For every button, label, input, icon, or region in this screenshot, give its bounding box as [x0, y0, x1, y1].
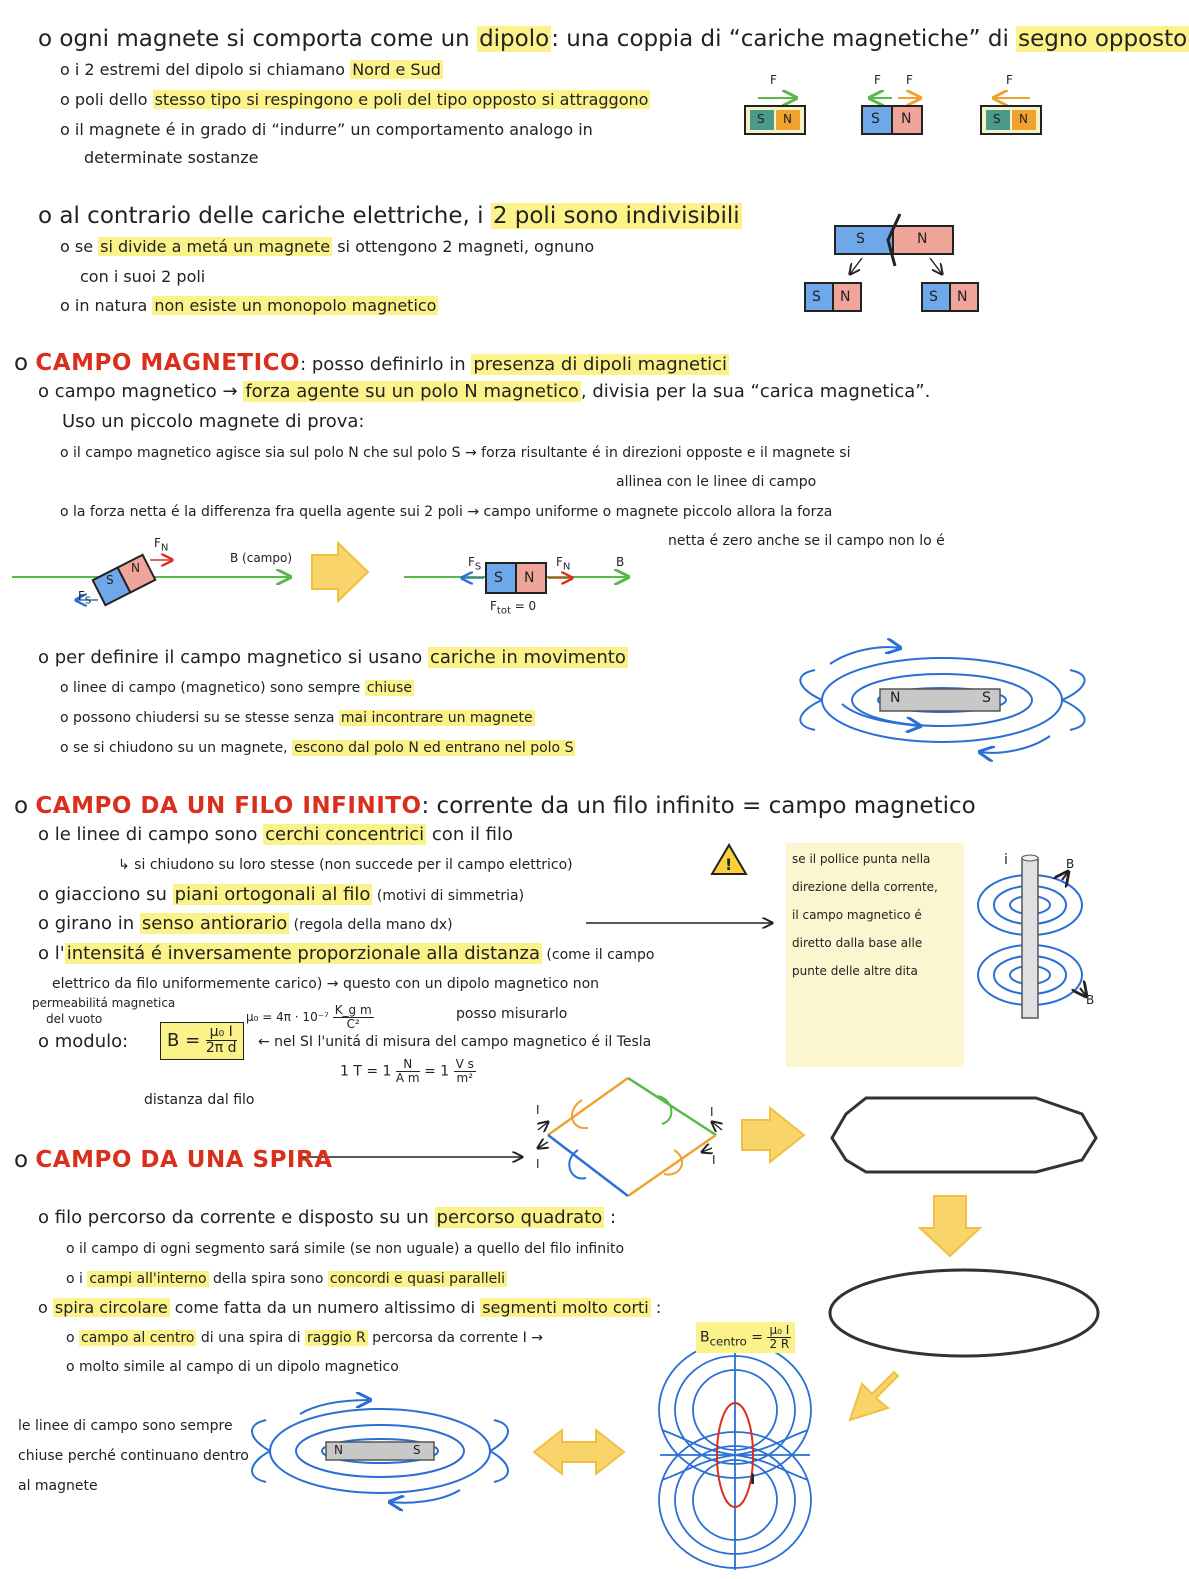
magnet-n-label: N	[890, 690, 901, 706]
split-magnet-diagram	[805, 214, 978, 311]
note-line: diretto dalla base alle	[792, 936, 923, 950]
modulo-label: o modulo:	[38, 1031, 129, 1052]
magnet-pair-repel	[981, 98, 1041, 134]
campo-line-3: o il campo magnetico agisce sia sul polo N che sul polo S → forza risultante é in direzioni opposte e il magnete si	[60, 445, 851, 461]
filo-line-4b: elettrico da filo uniformemente carico) → questo con un dipolo magnetico non	[52, 976, 600, 992]
note-line: il campo magnetico é	[792, 908, 922, 922]
field-b-label: B	[1086, 993, 1095, 1007]
force-s-label: $F_S$	[468, 555, 482, 573]
campo-title: o CAMPO MAGNETICO: posso definirlo in presenza di dipoli magnetici	[14, 350, 728, 376]
force-label: F	[906, 73, 913, 87]
force-n-label: $F_N$	[556, 555, 571, 573]
force-s-label: $F_S$	[78, 589, 92, 607]
current-label: I	[536, 1103, 540, 1117]
indiv-line-3: con i suoi 2 poli	[80, 267, 206, 286]
mu0-value: μ₀ = 4π · 10⁻⁷ $\frac{\text{K\_g m}}{\text{C²}}$	[246, 1003, 372, 1032]
mov-line-1: o per definire il campo magnetico si usano cariche in movimento	[38, 647, 626, 668]
force-label: F	[770, 73, 777, 87]
spira-line-2: o il campo di ogni segmento sará simile (se non uguale) a quello del filo infinito	[66, 1241, 625, 1257]
spira-line-3: o i campi all'interno della spira sono concordi e quasi paralleli	[66, 1271, 506, 1287]
loop-field-diagram	[659, 1340, 811, 1570]
filo-line-4c: posso misurarlo	[456, 1006, 568, 1022]
spira-line-5: o campo al centro di una spira di raggio R percorsa da corrente I →	[66, 1330, 543, 1346]
campo-line-3b: allinea con le linee di campo	[616, 474, 817, 490]
test-magnet-diagram	[12, 543, 628, 605]
pole-n: N	[901, 111, 912, 127]
polygon-loop-shape	[832, 1098, 1096, 1172]
svg-text:!: !	[725, 855, 733, 874]
tesla-equation: 1 T = 1 $\frac{N}{\text{A m}}$ = 1 $\frac{\text{V s}}{\text{m²}}$	[340, 1057, 474, 1086]
circular-loop-shape	[830, 1270, 1098, 1356]
note-line: punte delle altre dita	[792, 964, 918, 978]
dipolo-line-1: o ogni magnete si comporta come un dipolo: una coppia di “cariche magnetiche” di segno opposto	[38, 26, 1188, 52]
pole-s: S	[106, 573, 114, 587]
pole-s: S	[812, 289, 821, 305]
campo-line-1: o campo magnetico → forza agente su un polo N magnetico , divisia per la sua “carica magnetica”.	[38, 381, 931, 402]
field-b-label: B	[1066, 857, 1075, 871]
current-label: I	[712, 1153, 716, 1167]
filo-line-1b: ↳ si chiudono su loro stesse (non succede per il campo elettrico)	[118, 857, 573, 873]
magnet-s-label: S	[982, 690, 991, 706]
pole-n: N	[917, 231, 928, 247]
spira-line-1: o filo percorso da corrente e disposto su un percorso quadrato :	[38, 1207, 617, 1228]
permeability-label-2: del vuoto	[46, 1012, 103, 1026]
current-label: I	[750, 1472, 756, 1488]
pole-s: S	[856, 231, 865, 247]
b-formula-box: B = $\frac{\text{μ₀ I}}{\text{2π d}}$	[160, 1022, 244, 1060]
force-label: F	[1006, 73, 1013, 87]
pole-n: N	[783, 112, 792, 126]
force-n-label: $F_N$	[154, 536, 169, 554]
b-label: B	[616, 555, 625, 569]
mov-line-4: o se si chiudono su un magnete, escono dal polo N ed entrano nel polo S	[60, 740, 574, 756]
dipolo-line-5: determinate sostanze	[84, 148, 259, 167]
indiv-line-2: o se si divide a metá un magnete si ottengono 2 magneti, ognuno	[60, 237, 595, 256]
spira-line-4: o spira circolare come fatta da un numero altissimo di segmenti molto corti :	[38, 1298, 662, 1317]
campo-line-2: Uso un piccolo magnete di prova:	[62, 411, 365, 432]
side-note-line: chiuse perché continuano dentro	[18, 1448, 249, 1464]
filo-line-1: o le linee di campo sono cerchi concentrici con il filo	[38, 824, 514, 845]
pole-n: N	[524, 570, 535, 586]
b-centro-formula: $B_{centro}$ = $\frac{\text{μ₀ I}}{2 R}$	[696, 1322, 795, 1353]
pole-n: N	[131, 561, 140, 575]
current-label: I	[710, 1105, 714, 1119]
b-field-label: B (campo)	[230, 551, 293, 565]
side-note-line: le linee di campo sono sempre	[18, 1418, 233, 1434]
pole-s: S	[494, 570, 503, 586]
arrow-down-icon	[920, 1196, 980, 1256]
pole-s: S	[929, 289, 938, 305]
warning-icon	[712, 845, 746, 874]
note-line: se il pollice punta nella	[792, 852, 931, 866]
pole-n: N	[1019, 112, 1028, 126]
spira-line-6: o molto simile al campo di un dipolo magnetico	[66, 1359, 399, 1375]
indiv-line-1: o al contrario delle cariche elettriche, i 2 poli sono indivisibili	[38, 203, 740, 229]
pole-s: S	[871, 111, 880, 127]
dipolo-line-2: o i 2 estremi del dipolo si chiamano Nord e Sud	[60, 60, 441, 79]
right-hand-note	[786, 843, 964, 1067]
pole-n: N	[840, 289, 851, 305]
filo-line-2: o giacciono su piani ortogonali al filo (motivi di simmetria)	[38, 884, 525, 905]
spira-title: o CAMPO DA UNA SPIRA	[14, 1147, 333, 1173]
pole-n: N	[957, 289, 968, 305]
distanza-label: distanza dal filo	[144, 1092, 255, 1108]
filo-title: o CAMPO DA UN FILO INFINITO: corrente da un filo infinito = campo magnetico	[14, 793, 976, 819]
campo-line-4b: netta é zero anche se il campo non lo é	[668, 533, 945, 549]
arrow-down-left-icon	[850, 1372, 898, 1420]
side-note-line: al magnete	[18, 1478, 98, 1494]
current-label: I	[536, 1157, 540, 1171]
note-line: direzione della corrente,	[792, 880, 938, 894]
permeability-label: permeabilitá magnetica	[32, 996, 176, 1010]
force-total-label: $F_{tot} = 0$	[490, 599, 537, 617]
magnet-s-label: S	[413, 1443, 421, 1457]
dipolo-line-3: o poli dello stesso tipo si respingono e poli del tipo opposto si attraggono	[60, 90, 649, 109]
magnet-n-label: N	[334, 1443, 343, 1457]
current-i-label: i	[1004, 852, 1008, 868]
dipolo-line-4: o il magnete é in grado di “indurre” un comportamento analogo in	[60, 120, 593, 139]
magnet-pair-attract	[745, 98, 805, 134]
arrow-double-icon	[534, 1430, 624, 1474]
force-label: F	[874, 73, 881, 87]
square-loop-diagram	[538, 1078, 722, 1196]
pole-s: S	[757, 112, 765, 126]
arrow-right-icon	[742, 1108, 804, 1162]
filo-line-4: o l' intensitá é inversamente proporzionale alla distanza (come il campo	[38, 943, 655, 964]
pole-s: S	[993, 112, 1001, 126]
mov-line-3: o possono chiudersi su se stesse senza mai incontrare un magnete	[60, 710, 533, 726]
mov-line-2: o linee di campo (magnetico) sono sempre chiuse	[60, 680, 412, 696]
campo-line-4: o la forza netta é la differenza fra quella agente sui 2 poli → campo uniforme o magnete piccolo allora la forza	[60, 504, 833, 520]
tesla-note: ← nel SI l'unitá di misura del campo magnetico é il Tesla	[258, 1034, 652, 1050]
indiv-line-4: o in natura non esiste un monopolo magnetico	[60, 296, 437, 315]
filo-line-3: o girano in senso antiorario (regola della mano dx)	[38, 913, 453, 934]
